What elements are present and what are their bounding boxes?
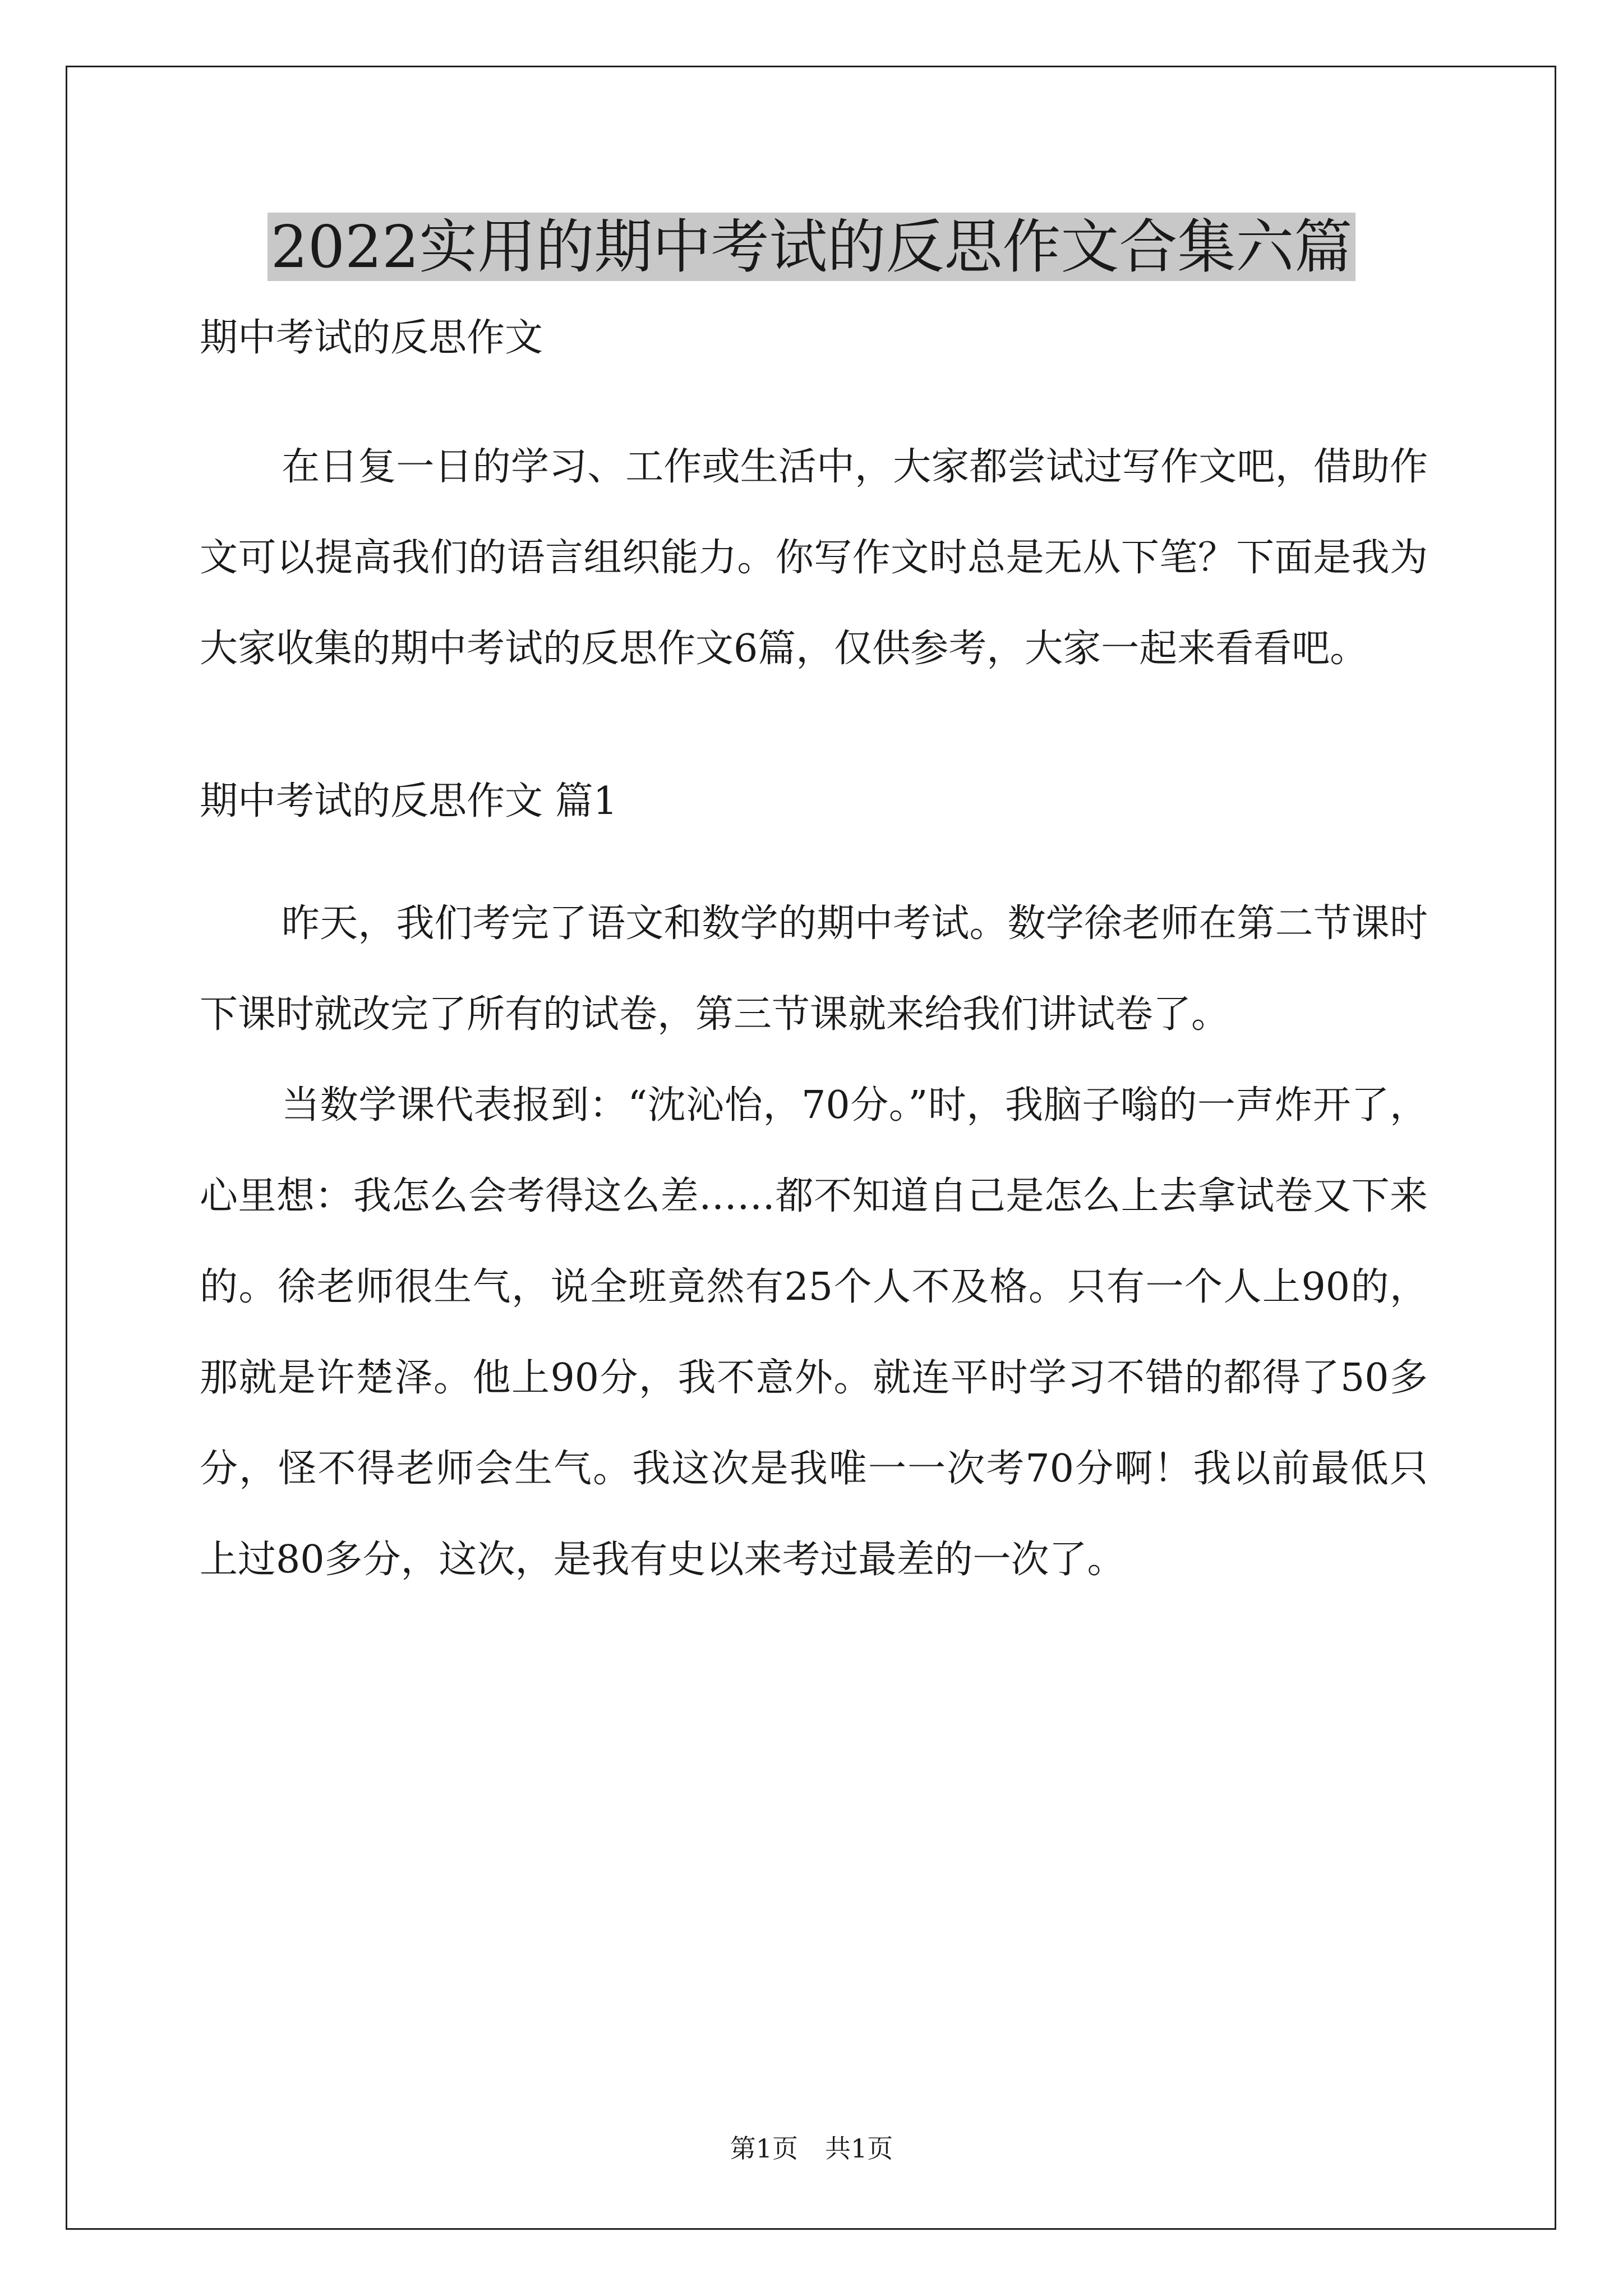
intro-heading: 期中考试的反思作文: [200, 316, 543, 360]
intro-paragraph: 在日复一日的学习、工作或生活中，大家都尝试过写作文吧，借助作文可以提高我们的语言组织能力。你写作文时总是无从下笔？下面是我为大家收集的期中考试的反思作文6篇，仅供参考，大家一起来看看吧。: [200, 445, 1428, 671]
document-body: [200, 314, 1428, 1605]
title-text: 2022实用的期中考试的反思作文合集六篇: [268, 213, 1356, 281]
page-number: 第1页: [730, 2133, 798, 2164]
section-paragraph: 当数学课代表报到：“沈沁怡，70分。”时，我脑子嗡的一声炸开了，心里想：我怎么会考得这么差……都不知道自己是怎么上去拿试卷又下来的。徐老师很生气，说全班竟然有25个人不及格。只有一个人上90的，那就是许楚泽。他上90分，我不意外。就连平时学习不错的都得了50多分，怪不得老师会生气。我这次是我唯一一次考70分啊！我以前最低只上过80多分，这次，是我有史以来考过最差的一次了。: [200, 1083, 1428, 1582]
section-paragraph: 昨天，我们考完了语文和数学的期中考试。数学徐老师在第二节课时下课时就改完了所有的试卷，第三节课就来给我们讲试卷了。: [200, 901, 1428, 1037]
page-total: 共1页: [825, 2133, 893, 2164]
page-footer: [0, 2132, 1623, 2165]
section-heading: 期中考试的反思作文 篇1: [200, 779, 617, 823]
document-title: [0, 209, 1623, 285]
